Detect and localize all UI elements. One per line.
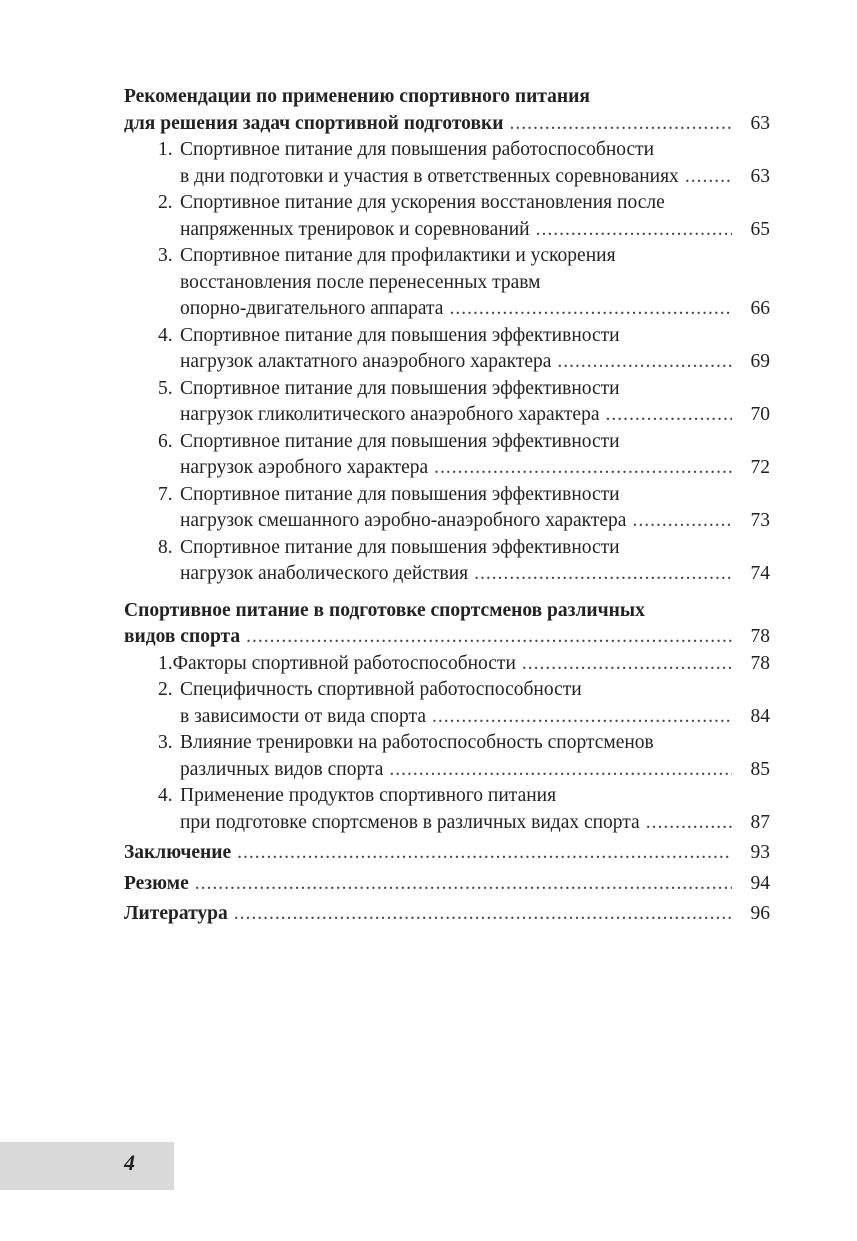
page-number: 94	[750, 872, 770, 894]
dot-leader	[522, 651, 732, 678]
toc-entry-summary[interactable]	[124, 871, 770, 898]
item-text-line: восстановления после перенесенных травм	[180, 271, 541, 293]
section-title-line: для решения задач спортивной подготовки	[124, 112, 504, 134]
item-text-line: в дни подготовки и участия в ответственных соревнованиях	[180, 165, 679, 187]
item-number: 5.	[158, 377, 173, 399]
dot-leader	[646, 810, 732, 837]
toc-item[interactable]	[124, 783, 770, 836]
item-number: 6.	[158, 430, 173, 452]
section-title-line: Спортивное питание в подготовке спортсменов различных	[124, 599, 645, 621]
page-number: 87	[750, 811, 770, 833]
dot-leader	[449, 296, 732, 323]
item-number: 1.	[158, 652, 173, 674]
dot-leader	[557, 349, 732, 376]
item-text-line: нагрузок алактатного анаэробного характера	[180, 351, 552, 372]
item-text-line: нагрузок аэробного характера	[180, 457, 429, 478]
toc-item[interactable]	[124, 651, 770, 678]
section-title-row[interactable]	[124, 111, 770, 138]
item-number: 2.	[158, 679, 173, 700]
toc-section	[124, 84, 770, 588]
dot-leader	[474, 561, 732, 588]
item-text-line: при подготовке спортсменов в различных видах спорта	[180, 811, 640, 833]
dot-leader	[234, 901, 732, 928]
dot-leader	[632, 508, 732, 535]
item-text-line: Факторы спортивной работоспособности	[172, 652, 516, 674]
page-number: 78	[750, 652, 770, 674]
item-text-line: Спортивное питание для повышения эффективности	[180, 536, 620, 558]
toc-item[interactable]	[124, 730, 770, 783]
item-number: 7.	[158, 483, 173, 505]
item-text-line: Спортивное питание для повышения эффективности	[180, 483, 620, 505]
page-number: 65	[750, 218, 770, 240]
toc-entry-literature[interactable]	[124, 901, 770, 928]
toc-item[interactable]	[124, 190, 770, 243]
entry-title: Литература	[124, 903, 228, 924]
item-number: 4.	[158, 785, 173, 806]
item-number: 2.	[158, 192, 173, 213]
toc-section	[124, 598, 770, 837]
item-text-line: напряженных тренировок и соревнований	[180, 218, 530, 240]
dot-leader	[195, 871, 732, 898]
page-number: 93	[750, 842, 770, 863]
section-title-line: видов спорта	[124, 626, 241, 647]
dot-leader	[536, 217, 732, 244]
item-text-line: нагрузок гликолитического анаэробного характера	[180, 404, 600, 425]
item-text-line: опорно-двигательного аппарата	[180, 298, 444, 319]
item-text-line: Спортивное питание для повышения эффективности	[180, 377, 620, 399]
page-number: 96	[750, 903, 770, 924]
item-number: 4.	[158, 324, 173, 346]
page-number: 63	[750, 112, 770, 134]
toc-item[interactable]	[124, 137, 770, 190]
item-text-line: Специфичность спортивной работоспособности	[180, 679, 582, 700]
page-number-tab	[0, 1142, 174, 1190]
page-number: 70	[750, 404, 770, 425]
item-text-line: Спортивное питание для профилактики и ускорения	[180, 245, 616, 266]
dot-leader	[432, 704, 732, 731]
dot-leader	[685, 164, 732, 191]
toc-item[interactable]	[124, 482, 770, 535]
item-number: 3.	[158, 732, 173, 753]
entry-title: Заключение	[124, 842, 232, 863]
page-number: 66	[750, 298, 770, 319]
item-text-line: различных видов спорта	[180, 758, 384, 780]
dot-leader	[237, 840, 732, 867]
item-text-line: Применение продуктов спортивного питания	[180, 785, 557, 806]
dot-leader	[509, 111, 732, 138]
page-number: 63	[750, 165, 770, 187]
item-number: 3.	[158, 245, 173, 266]
table-of-contents	[124, 84, 770, 928]
toc-item[interactable]	[124, 535, 770, 588]
page-number: 85	[750, 758, 770, 780]
section-title-row[interactable]	[124, 624, 770, 651]
toc-item[interactable]	[124, 429, 770, 482]
toc-item[interactable]	[124, 376, 770, 429]
toc-item[interactable]	[124, 677, 770, 730]
dot-leader	[605, 402, 732, 429]
section-title-line: Рекомендации по применению спортивного питания	[124, 86, 590, 107]
item-text-line: Влияние тренировки на работоспособность спортсменов	[180, 732, 654, 753]
item-number: 8.	[158, 536, 173, 558]
page-number-footer: 4	[124, 1150, 135, 1175]
item-number: 1.	[158, 139, 173, 160]
page-number: 69	[750, 351, 770, 372]
toc-item[interactable]	[124, 243, 770, 323]
item-text-line: Спортивное питание для повышения эффективности	[180, 430, 620, 452]
item-text-line: Спортивное питание для повышения работоспособности	[180, 139, 655, 160]
dot-leader	[246, 624, 732, 651]
item-text-line: нагрузок смешанного аэробно-анаэробного характера	[180, 510, 627, 531]
item-text-line: Спортивное питание для ускорения восстановления после	[180, 192, 665, 213]
dot-leader	[434, 455, 732, 482]
dot-leader	[389, 757, 732, 784]
item-text-line: в зависимости от вида спорта	[180, 705, 426, 727]
toc-item[interactable]	[124, 323, 770, 376]
item-text-line: Спортивное питание для повышения эффективности	[180, 324, 620, 346]
page-number: 72	[750, 457, 770, 478]
page-number: 84	[750, 705, 770, 727]
page-number: 78	[750, 626, 770, 647]
page-number: 73	[750, 510, 770, 531]
entry-title: Резюме	[124, 872, 189, 894]
toc-entry-conclusion[interactable]	[124, 840, 770, 867]
page-number: 74	[750, 563, 770, 584]
item-text-line: нагрузок анаболического действия	[180, 563, 469, 584]
